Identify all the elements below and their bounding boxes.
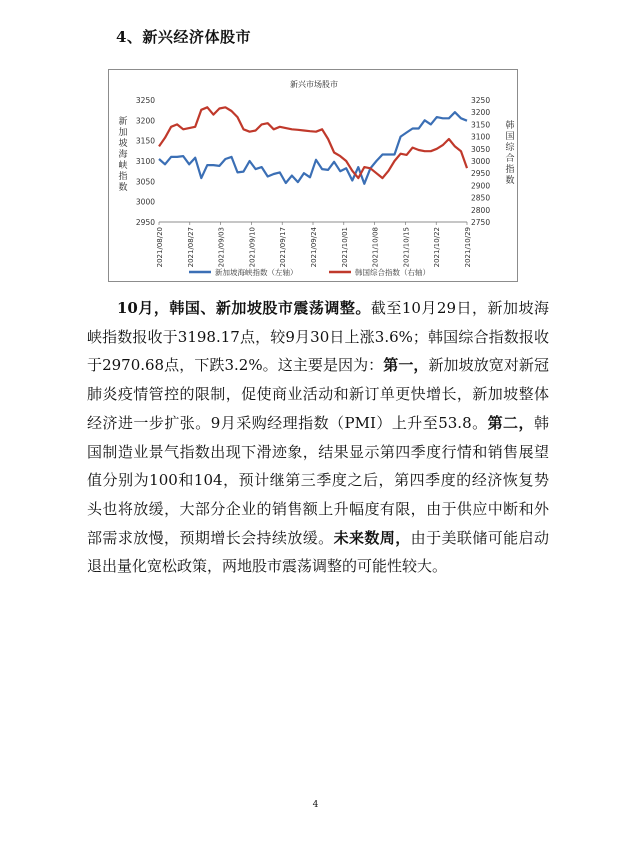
x-tick-label: 2021/10/08 — [371, 227, 380, 268]
text-run: 截至10月29日，新加坡海峡指数报收于3198.17点，较9月30日上涨3.6%；韩国综合指数报收于2970.68点，下跌3.2%。这主要是因为： — [87, 299, 549, 375]
right-axis-label-char: 国 — [505, 132, 515, 142]
legend-label: 韩国综合指数（右轴） — [355, 268, 430, 277]
right-axis-label-char: 数 — [505, 176, 515, 186]
right-axis-label-char: 综 — [505, 143, 515, 153]
paragraph-text — [87, 299, 549, 575]
text-run: 韩国制造业景气指数出现下滑迹象，结果显示第四季度行情和销售展望值分别为100和104，预计继第三季度之后，第四季度的经济恢复势头也将放缓，大部分企业的销售额上升幅度有限，由于供应中断和外部需求放慢，预期增长会持续放缓。 — [87, 413, 549, 547]
series-line — [159, 112, 467, 184]
x-tick-label: 2021/08/27 — [186, 227, 195, 268]
chart-title: 新兴市场股市 — [290, 80, 338, 89]
left-tick-label: 3200 — [135, 116, 155, 126]
right-tick-label: 3000 — [471, 157, 491, 166]
line-chart — [109, 70, 519, 283]
text-run: 由于美联储可能启动退出量化宽松政策，两地股市震荡调整的可能性较大。 — [87, 528, 549, 576]
left-tick-label: 3100 — [135, 157, 155, 166]
x-tick-label: 2021/09/24 — [310, 227, 318, 268]
right-tick-label: 3050 — [471, 144, 491, 154]
left-tick-label: 3250 — [135, 96, 155, 105]
left-axis-label-char: 数 — [118, 183, 128, 193]
left-axis-label-char: 新 — [118, 117, 128, 127]
right-axis-ticks — [471, 96, 490, 227]
x-tick-label: 2021/08/20 — [156, 227, 164, 268]
x-tick-label: 2021/10/15 — [402, 227, 411, 268]
right-axis-label — [505, 119, 515, 186]
chart-frame — [108, 69, 518, 282]
left-axis-label-char: 峡 — [118, 161, 128, 171]
right-axis-label-char: 韩 — [505, 121, 515, 131]
right-axis-label-char: 指 — [505, 165, 515, 175]
left-axis-label-char: 坡 — [118, 139, 128, 149]
text-run: 新加坡放宽对新冠肺炎疫情管控的限制，促使商业活动和新订单更快增长，新加坡整体经济进一步扩张。9月采购经理指数（PMI）上升至53.8。 — [87, 356, 549, 432]
bold-phrase: 10月，韩国、新加坡股市震荡调整。 — [117, 299, 371, 317]
x-axis-ticks — [156, 222, 472, 267]
right-tick-label: 3100 — [471, 132, 491, 142]
x-tick-label: 2021/09/03 — [217, 227, 226, 268]
right-axis-label-char: 合 — [505, 154, 515, 164]
left-axis-label-char: 海 — [118, 150, 128, 160]
x-tick-label: 2021/10/22 — [433, 227, 442, 268]
right-tick-label: 2900 — [471, 181, 491, 191]
left-tick-label: 2950 — [135, 218, 155, 227]
right-tick-label: 3250 — [471, 96, 491, 105]
x-tick-label: 2021/10/01 — [340, 226, 349, 268]
section-heading: 4、新兴经济体股市 — [116, 28, 251, 46]
left-tick-label: 3150 — [135, 136, 155, 146]
page-number: 4 — [312, 800, 319, 810]
right-tick-label: 2850 — [471, 193, 491, 203]
left-tick-label: 3000 — [135, 197, 155, 207]
left-tick-label: 3050 — [135, 177, 155, 187]
left-axis-ticks — [136, 96, 155, 227]
right-tick-label: 3150 — [471, 120, 491, 130]
bold-phrase: 第二， — [487, 413, 534, 432]
right-tick-label: 2800 — [471, 205, 491, 215]
left-axis-label-char: 加 — [118, 128, 128, 138]
legend-label: 新加坡海峡指数（左轴） — [215, 268, 298, 277]
series-lines — [159, 107, 467, 184]
x-tick-label: 2021/10/29 — [464, 227, 472, 268]
left-axis-label-char: 指 — [118, 172, 128, 182]
bold-phrase: 第一， — [383, 356, 429, 375]
x-tick-label: 2021/09/10 — [248, 227, 257, 268]
right-tick-label: 2950 — [471, 169, 491, 179]
right-tick-label: 3200 — [471, 108, 491, 118]
x-tick-label: 2021/09/17 — [279, 227, 288, 268]
right-tick-label: 2750 — [471, 218, 491, 227]
bold-phrase: 未来数周， — [333, 528, 411, 547]
chart-legend — [189, 267, 430, 277]
left-axis-label — [118, 115, 127, 193]
body-paragraph — [87, 294, 549, 581]
